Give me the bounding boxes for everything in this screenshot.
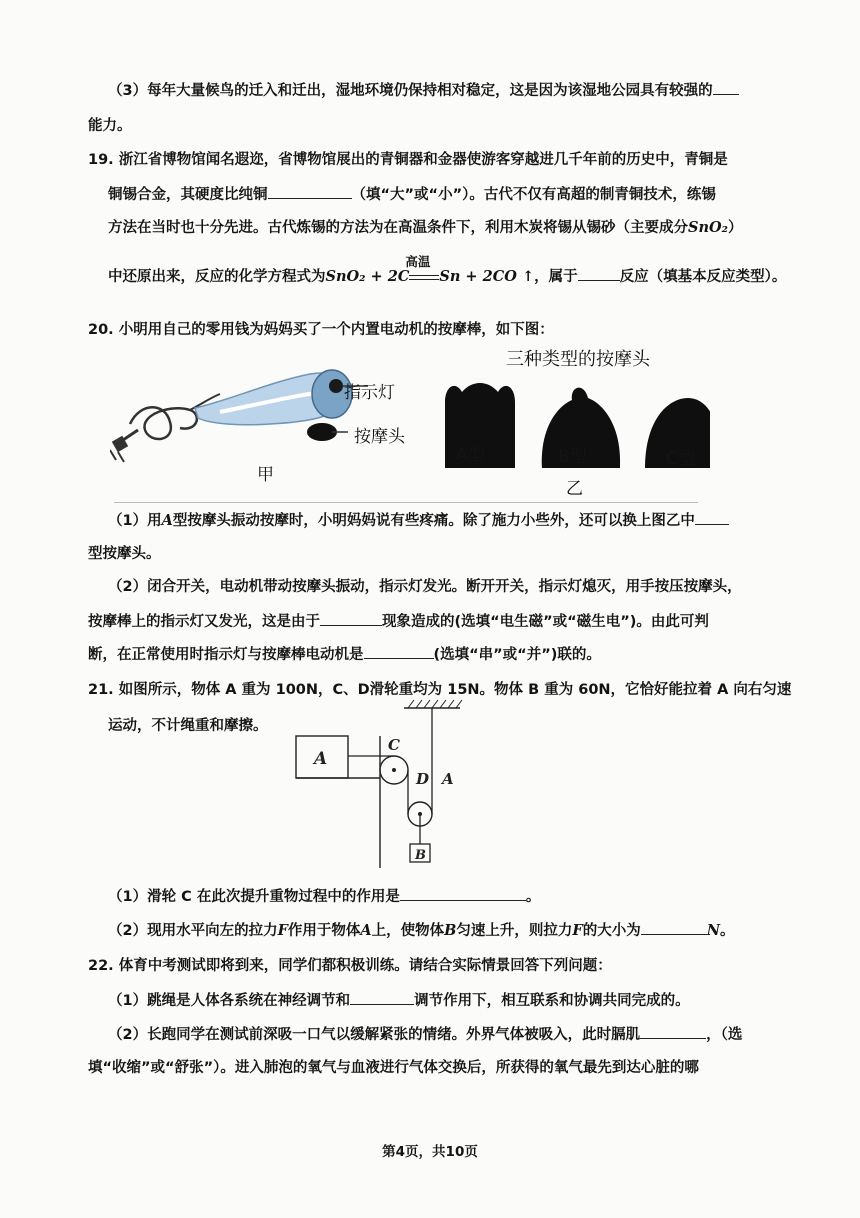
label-rope-a: A xyxy=(442,770,454,788)
q19-text: ） xyxy=(728,220,743,236)
label-pulley-c: C xyxy=(388,736,400,754)
figure-20 xyxy=(110,342,710,507)
q20-part1-line xyxy=(108,510,729,531)
pulley-diagram xyxy=(292,696,472,868)
answer-blank[interactable] xyxy=(695,510,729,525)
q18-part3-text: （3）每年大量候鸟的迁入和迁出，湿地环境仍保持相对稳定，这是因为该湿地公园具有较强的 xyxy=(108,83,713,99)
q19-text: （填“大”或“小”）。古代不仅有高超的制青铜技术，练锡 xyxy=(351,187,716,203)
answer-blank[interactable] xyxy=(641,920,707,935)
q21-text: 上，使物体 xyxy=(371,923,445,939)
q20-text: (选填“串”或“并”)联的。 xyxy=(433,647,601,663)
q21-part2-line xyxy=(108,920,734,941)
q22-text: ，（选 xyxy=(706,1027,743,1043)
page-number: 第4页，共10页 xyxy=(382,1144,478,1160)
q20-text: 型按摩头振动按摩时，小明妈妈说有些疼痛。除了施力小些外，还可以换上图乙中 xyxy=(172,513,695,529)
q22-part2-line1 xyxy=(108,1024,742,1045)
answer-blank[interactable] xyxy=(268,184,352,199)
q21-text: （1）滑轮 C 在此次提升重物过程中的作用是 xyxy=(108,889,400,905)
q22-part1-line xyxy=(108,990,690,1011)
formula: F xyxy=(572,922,583,939)
q19-stem-line4 xyxy=(108,254,787,287)
answer-blank[interactable] xyxy=(320,611,382,626)
q20-text: 按摩棒上的指示灯又发光，这是由于 xyxy=(88,614,320,630)
q20-text: 现象造成的(选填“电生磁”或“磁生电”)。由此可判 xyxy=(382,614,709,630)
q21-text: （2）现用水平向左的拉力 xyxy=(108,923,278,939)
q19-stem-line1: 19. 浙江省博物馆闻名遐迩，省博物馆展出的青铜器和金器使游客穿越进几千年前的历史中，青铜是 xyxy=(88,152,728,168)
q21-stem-line1: 21. 如图所示，物体 A 重为 100N，C、D滑轮重均为 15N。物体 B 重为 60N，它恰好能拉着 A 向右匀速 xyxy=(88,682,792,698)
q19-text: 反应（填基本反应类型）。 xyxy=(619,269,787,285)
q21-text: 的大小为 xyxy=(582,923,641,939)
q19-stem-line2 xyxy=(108,184,716,205)
answer-blank[interactable] xyxy=(364,644,434,659)
q18-part3-line xyxy=(108,80,739,101)
q21-text: 。 xyxy=(719,923,735,939)
type-b-label: B型 xyxy=(558,447,587,467)
label-block-a: A xyxy=(314,749,328,769)
q22-part2-line2: 填“收缩”或“舒张”）。进入肺泡的氧气与血液进行气体交换后，所获得的氧气最先到达心脏的哪 xyxy=(88,1060,699,1076)
answer-blank[interactable] xyxy=(713,80,739,95)
equals-sign xyxy=(409,275,439,280)
formula: A xyxy=(161,512,173,529)
q21-stem-line2: 运动，不计绳重和摩擦。 xyxy=(108,718,268,734)
formula: SnO₂ xyxy=(688,219,728,236)
q19-text: 中还原出来，反应的化学方程式为 xyxy=(108,269,326,285)
q22-text: 调节作用下，相互联系和协调共同完成的。 xyxy=(414,993,690,1009)
formula: B xyxy=(444,922,457,939)
q19-text: 铜锡合金，其硬度比纯铜 xyxy=(108,187,268,203)
equation-condition xyxy=(405,254,439,287)
figure-divider xyxy=(114,502,698,503)
q19-text: ，属于 xyxy=(534,269,578,285)
type-c-label: C型 xyxy=(666,449,695,469)
answer-blank[interactable] xyxy=(578,266,620,281)
q22-text: （2）长跑同学在测试前深吸一口气以缓解紧张的情绪。外界气体被吸入，此时膈肌 xyxy=(108,1027,641,1043)
label-pulley-d: D xyxy=(416,770,430,788)
q20-text: （1）用 xyxy=(108,513,162,529)
head-types-title: 三种类型的按摩头 xyxy=(506,349,650,370)
equation-condition-text: 高温 xyxy=(405,254,431,269)
equation-left: SnO₂ + 2C xyxy=(325,268,410,285)
q20-part2-line1: （2）闭合开关，电动机带动按摩头振动，指示灯发光。断开开关，指示灯熄灭，用手按压按摩头， xyxy=(108,579,742,595)
type-a-label: A型 xyxy=(456,445,485,465)
figure-yi-label: 乙 xyxy=(566,479,583,499)
q22-stem: 22. 体育中考测试即将到来，同学们都积极训练。请结合实际情景回答下列问题： xyxy=(88,958,612,974)
q21-text: 作用于物体 xyxy=(287,923,361,939)
q20-part2-line3 xyxy=(88,644,601,665)
q22-text: （1）跳绳是人体各系统在神经调节和 xyxy=(108,993,351,1009)
q20-part1-line-end: 型按摩头。 xyxy=(88,546,161,562)
q20-part2-line2 xyxy=(88,611,709,632)
q20-text: 断，在正常使用时指示灯与按摩棒电动机是 xyxy=(88,647,364,663)
formula: N xyxy=(706,922,720,939)
label-block-b: B xyxy=(415,848,426,863)
q18-part3-line-end: 能力。 xyxy=(88,118,132,134)
q21-part1-line xyxy=(108,886,540,907)
massage-head-label: 按摩头 xyxy=(354,427,405,447)
q21-text: 。 xyxy=(525,889,541,905)
answer-blank[interactable] xyxy=(400,886,526,901)
figure-21-pulley xyxy=(292,696,472,868)
equation-right: Sn + 2CO ↑ xyxy=(439,268,535,285)
figure-jia-label: 甲 xyxy=(257,465,274,485)
indicator-light-label: 指示灯 xyxy=(344,383,395,403)
answer-blank[interactable] xyxy=(350,990,414,1005)
q19-text: 方法在当时也十分先进。古代炼锡的方法为在高温条件下，利用木炭将锡从锡砂（主要成分 xyxy=(108,220,688,236)
q21-text: 匀速上升，则拉力 xyxy=(456,923,573,939)
formula: A xyxy=(360,922,372,939)
formula: F xyxy=(277,922,288,939)
q19-stem-line3 xyxy=(108,218,743,238)
q20-stem: 20. 小明用自己的零用钱为妈妈买了一个内置电动机的按摩棒，如下图： xyxy=(88,322,554,338)
answer-blank[interactable] xyxy=(640,1024,706,1039)
